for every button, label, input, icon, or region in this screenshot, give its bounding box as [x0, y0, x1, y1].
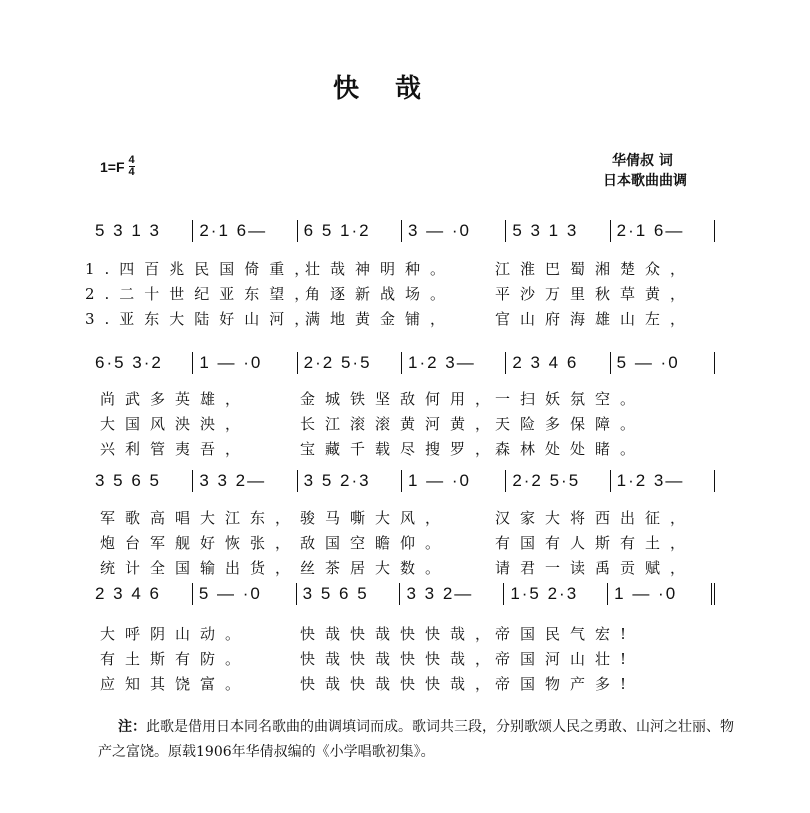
- measure: 3 3 2—: [193, 470, 297, 492]
- measure: 3 5 2·3: [298, 470, 402, 492]
- lyric-phrase: 兴利管夷吾，: [100, 440, 251, 458]
- measure: 3 5 6 5: [297, 583, 401, 605]
- footnote-label: 注：: [118, 719, 146, 735]
- lyric-phrase: 官山府海雄山左，: [495, 310, 696, 328]
- lyric-phrase: 2.二十世纪亚东望，: [85, 285, 320, 303]
- lyricist-credit: 华倩叔 词: [612, 153, 673, 169]
- measure: 3 5 6 5: [95, 470, 193, 492]
- song-title: 快哉: [332, 74, 457, 104]
- composer-credit: 日本歌曲曲调: [603, 173, 687, 189]
- lyric-phrase: 大呼阴山动。: [100, 625, 251, 643]
- lyric-phrase: 森林处处睹。: [495, 440, 646, 458]
- measure: 6 5 1·2: [298, 220, 402, 242]
- lyric-phrase: 大国风泱泱，: [100, 415, 251, 433]
- lyric-phrase: 尚武多英雄，: [100, 390, 251, 408]
- lyric-phrase: 宝藏千载尽搜罗，: [300, 440, 501, 458]
- lyric-phrase: 军歌高唱大江东，: [100, 509, 301, 527]
- lyric-phrase: 炮台军舰好恢张，: [100, 534, 301, 552]
- measure: 2·1 6—: [193, 220, 297, 242]
- lyric-phrase: 长江滚滚黄河黄，: [300, 415, 501, 433]
- measure: 2·2 5·5: [298, 352, 402, 374]
- lyric-phrase: 帝国民气宏!: [495, 625, 637, 643]
- lyric-phrase: 3.亚东大陆好山河，: [85, 310, 320, 328]
- lyric-phrase: 快哉快哉快快哉，: [300, 675, 501, 693]
- notation-line: [95, 470, 715, 492]
- notation-line: [95, 220, 715, 242]
- lyric-phrase: 请君一读禹贡赋，: [495, 559, 696, 577]
- lyric-phrase: 帝国河山壮!: [495, 650, 637, 668]
- footnote: [98, 715, 738, 765]
- lyric-phrase: 统计全国输出货，: [100, 559, 301, 577]
- lyric-phrase: 应知其饶富。: [100, 675, 251, 693]
- lyric-phrase: 壮哉神明种。: [305, 260, 456, 278]
- lyric-phrase: 快哉快哉快快哉，: [300, 625, 501, 643]
- measure: 2·2 5·5: [506, 470, 610, 492]
- lyric-phrase: 平沙万里秋草黄，: [495, 285, 696, 303]
- measure: 1·2 3—: [611, 470, 715, 492]
- lyric-phrase: 敌国空瞻仰。: [300, 534, 451, 552]
- measure: 1 — ·0: [402, 470, 506, 492]
- measure: 5 3 1 3: [95, 220, 193, 242]
- footnote-text: 此歌是借用日本同名歌曲的曲调填词而成。歌词共三段，分别歌颂人民之勇敢、山河之壮丽、物产之富饶。原载1906年华倩叔编的《小学唱歌初集》。: [98, 719, 734, 760]
- measure: 5 — ·0: [611, 352, 715, 374]
- measure: 3 — ·0: [402, 220, 506, 242]
- lyric-phrase: 丝茶居大数。: [300, 559, 451, 577]
- lyric-phrase: 江淮巴蜀湘楚众，: [495, 260, 696, 278]
- key-signature: [100, 155, 135, 178]
- lyric-phrase: 角逐新战场。: [305, 285, 456, 303]
- lyric-phrase: 帝国物产多!: [495, 675, 637, 693]
- measure: 2·1 6—: [611, 220, 715, 242]
- measure: 5 — ·0: [193, 583, 297, 605]
- lyric-phrase: 快哉快哉快快哉，: [300, 650, 501, 668]
- measure: 6·5 3·2: [95, 352, 193, 374]
- measure: 2 3 4 6: [506, 352, 610, 374]
- notation-line: [95, 352, 715, 374]
- measure: 2 3 4 6: [95, 583, 193, 605]
- lyric-phrase: 天险多保障。: [495, 415, 646, 433]
- time-denominator: 4: [128, 166, 135, 178]
- key-label: 1=F: [100, 158, 125, 175]
- lyric-phrase: 有国有人斯有土，: [495, 534, 696, 552]
- measure: 1 — ·0: [193, 352, 297, 374]
- time-numerator: 4: [128, 154, 135, 166]
- time-signature: [129, 155, 135, 178]
- lyric-phrase: 有土斯有防。: [100, 650, 251, 668]
- lyric-phrase: 汉家大将西出征，: [495, 509, 696, 527]
- lyric-phrase: 金城铁坚敌何用，: [300, 390, 501, 408]
- lyric-phrase: 1.四百兆民国倚重，: [85, 260, 320, 278]
- measure: 1·2 3—: [402, 352, 506, 374]
- measure: 1 — ·0: [608, 583, 715, 605]
- notation-line: [95, 583, 715, 605]
- measure: 1·5 2·3: [504, 583, 608, 605]
- measure: 3 3 2—: [400, 583, 504, 605]
- lyric-phrase: 一扫妖氛空。: [495, 390, 646, 408]
- lyric-phrase: 满地黄金铺，: [305, 310, 456, 328]
- measure: 5 3 1 3: [506, 220, 610, 242]
- lyric-phrase: 骏马嘶大风，: [300, 509, 451, 527]
